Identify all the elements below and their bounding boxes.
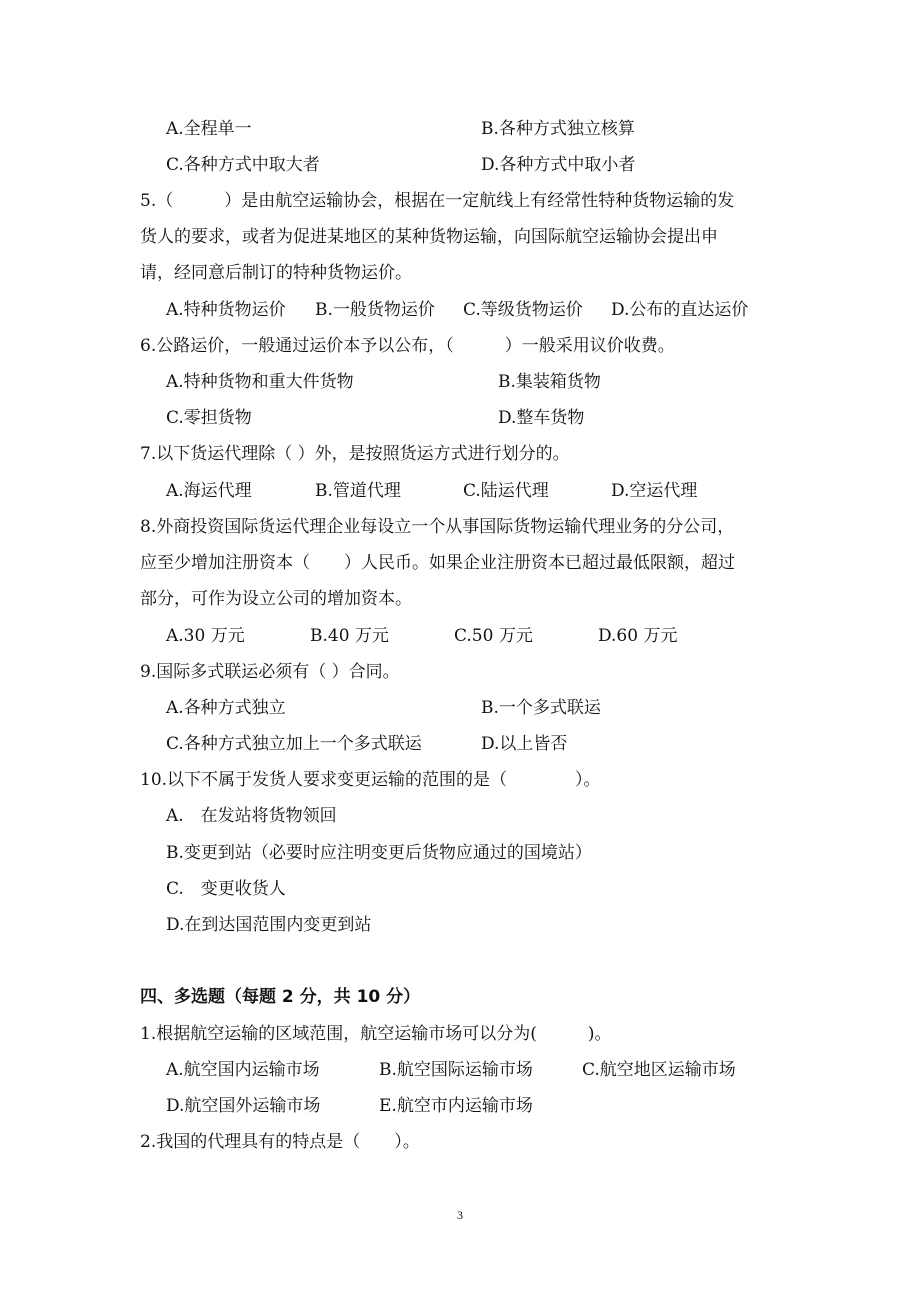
- mq2-stem-text: 2.我国的代理具有的特点是（ ）。: [140, 1132, 420, 1152]
- q6-option-a: A.特种货物和重大件货物: [166, 372, 354, 392]
- q5-option-a: A.特种货物运价: [166, 300, 286, 320]
- q9-stem-text: 9.国际多式联运必须有（ ）合同。: [140, 662, 400, 682]
- q4-option-d: D.各种方式中取小者: [481, 155, 636, 175]
- mq1-option-d: D.航空国外运输市场: [166, 1096, 321, 1116]
- section-heading: 四、多选题（每题 2 分，共 10 分）: [140, 987, 421, 1007]
- q7-option-a: A.海运代理: [166, 481, 252, 501]
- q7-option-b: B.管道代理: [315, 481, 401, 501]
- q9-option-c: C.各种方式独立加上一个多式联运: [166, 734, 422, 754]
- q10-option-a: A. 在发站将货物领回: [166, 806, 337, 826]
- mq1-option-a: A.航空国内运输市场: [166, 1060, 320, 1080]
- q6-option-c: C.零担货物: [166, 408, 252, 428]
- q5-stem-text-1: 5.（ ）是由航空运输协会，根据在一定航线上有经常性特种货物运输的发: [140, 191, 735, 211]
- page-number: 3: [457, 1208, 463, 1222]
- q5-option-d: D.公布的直达运价: [611, 300, 749, 320]
- q7-stem-text: 7.以下货运代理除（ ）外，是按照货运方式进行划分的。: [140, 444, 570, 464]
- q9-option-a: A.各种方式独立: [166, 698, 286, 718]
- q5-option-c: C.等级货物运价: [463, 300, 583, 320]
- q5-stem-text-3: 请，经同意后制订的特种货物运价。: [140, 263, 412, 283]
- q8-stem-text-1: 8.外商投资国际货运代理企业每设立一个从事国际货物运输代理业务的分公司，: [140, 517, 735, 537]
- q4-option-b: B.各种方式独立核算: [481, 119, 635, 139]
- q4-option-c: C.各种方式中取大者: [166, 155, 320, 175]
- q6-stem-text: 6.公路运价，一般通过运价本予以公布，（ ）一般采用议价收费。: [140, 336, 675, 356]
- q8-option-a: A.30 万元: [166, 626, 245, 646]
- q6-option-b: B.集装箱货物: [498, 372, 601, 392]
- q10-stem-text: 10.以下不属于发货人要求变更运输的范围的是（ ）。: [140, 770, 601, 790]
- q8-stem-text-2: 应至少增加注册资本（ ）人民币。如果企业注册资本已超过最低限额，超过: [140, 553, 735, 573]
- q4-option-a: A.全程单一: [166, 119, 252, 139]
- mq1-option-c: C.航空地区运输市场: [582, 1060, 736, 1080]
- q9-option-b: B.一个多式联运: [481, 698, 601, 718]
- mq1-stem-text: 1.根据航空运输的区域范围，航空运输市场可以分为( )。: [140, 1024, 612, 1044]
- q8-option-d: D.60 万元: [598, 626, 678, 646]
- q8-stem-text-3: 部分，可作为设立公司的增加资本。: [140, 589, 412, 609]
- q8-option-b: B.40 万元: [310, 626, 389, 646]
- q7-option-c: C.陆运代理: [463, 481, 549, 501]
- q9-option-d: D.以上皆否: [481, 734, 568, 754]
- q10-option-d: D.在到达国范围内变更到站: [166, 915, 372, 935]
- mq1-option-b: B.航空国际运输市场: [379, 1060, 533, 1080]
- q6-option-d: D.整车货物: [498, 408, 585, 428]
- q7-option-d: D.空运代理: [611, 481, 698, 501]
- q8-option-c: C.50 万元: [454, 626, 533, 646]
- mq1-option-e: E.航空市内运输市场: [379, 1096, 533, 1116]
- q5-stem-text-2: 货人的要求，或者为促进某地区的某种货物运输，向国际航空运输协会提出申: [140, 227, 718, 247]
- q10-option-c: C. 变更收货人: [166, 879, 286, 899]
- q5-option-b: B.一般货物运价: [315, 300, 435, 320]
- q10-option-b: B.变更到站（必要时应注明变更后货物应通过的国境站）: [166, 843, 592, 863]
